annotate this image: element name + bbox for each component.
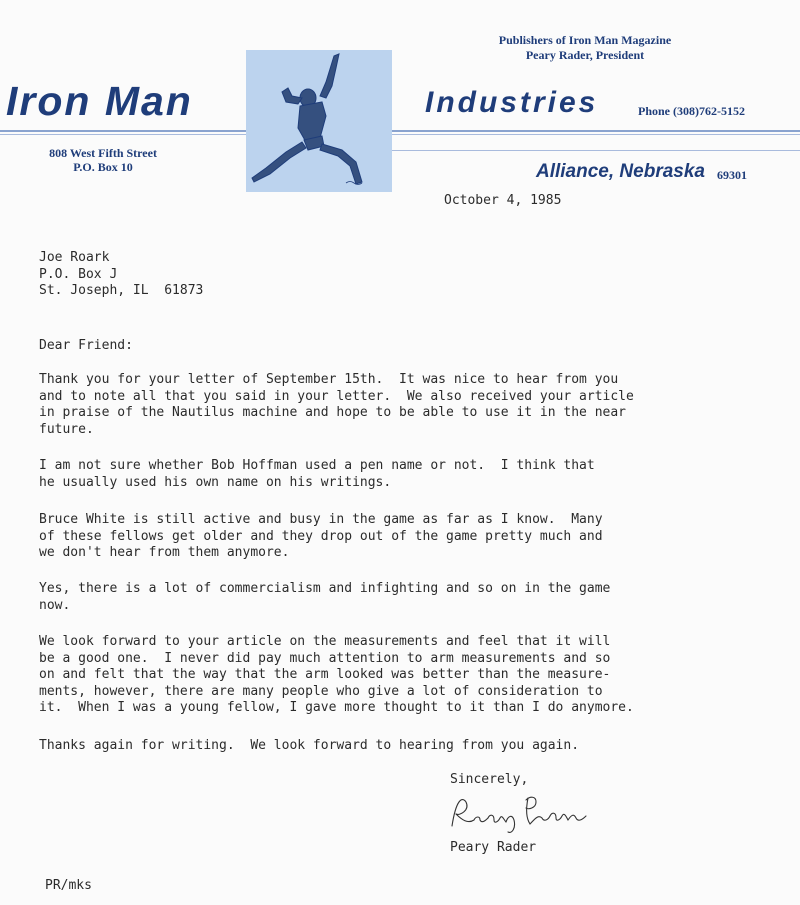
signer-name: Peary Rader	[450, 840, 537, 855]
paragraph-line: future.	[39, 421, 94, 437]
salutation: Dear Friend:	[39, 338, 133, 353]
brand-industries: Industries	[425, 86, 599, 119]
letter-date: October 4, 1985	[444, 193, 562, 208]
paragraph-line: in praise of the Nautilus machine and hope to be able to use it in the near	[39, 405, 626, 420]
muscleman-pose-icon	[246, 50, 392, 192]
letterhead-rule-right-lower	[392, 150, 800, 151]
paragraph-6	[39, 738, 579, 755]
recipient-pobox: P.O. Box J	[39, 266, 118, 282]
paragraph-line: we don't hear from them anymore.	[39, 545, 290, 560]
recipient-name: Joe Roark	[39, 250, 110, 265]
paragraph-line: be a good one. I never did pay much attention to arm measurements and so	[39, 650, 611, 666]
address-street: 808 West Fifth Street	[49, 146, 157, 160]
paragraph-line: of these fellows get older and they drop out of the game pretty much and	[39, 528, 603, 544]
paragraph-2	[39, 458, 595, 491]
paragraph-line: We look forward to your article on the measurements and feel that it will	[39, 634, 611, 649]
handwritten-signature	[446, 790, 596, 840]
paragraph-4	[39, 581, 610, 614]
paragraph-line: ments, however, there are many people who give a lot of consideration to	[39, 683, 603, 699]
publisher-line: Publishers of Iron Man Magazine	[498, 33, 672, 47]
brand-iron-man: Iron Man	[6, 78, 193, 124]
paragraph-line: Yes, there is a lot of commercialism and infighting and so on in the game	[39, 581, 611, 596]
paragraph-3	[39, 512, 603, 562]
street-address	[28, 146, 178, 174]
typist-initials: PR/mks	[45, 878, 92, 893]
phone-number: Phone (308)762-5152	[638, 104, 745, 118]
paragraph-line: Bruce White is still active and busy in the game as far as I know. Many	[39, 512, 603, 527]
paragraph-line: he usually used his own name on his writings.	[39, 474, 392, 490]
letterhead-rule-left	[0, 130, 246, 132]
paragraph-line: I am not sure whether Bob Hoffman used a pen name or not. I think that	[39, 458, 595, 473]
recipient-city: St. Joseph, IL 61873	[39, 283, 204, 298]
president-line: Peary Rader, President	[525, 48, 645, 62]
address-pobox: P.O. Box 10	[73, 160, 133, 174]
paragraph-line: Thanks again for writing. We look forward to hearing from you again.	[39, 738, 580, 753]
paragraph-line: now.	[39, 597, 71, 613]
paragraph-line: it. When I was a young fellow, I gave more thought to it than I do anymore.	[39, 700, 634, 715]
publisher-info	[440, 33, 730, 63]
paragraph-5	[39, 634, 634, 717]
letterhead-rule-left-thin	[0, 134, 246, 135]
letterhead-rule-right	[392, 130, 800, 132]
paragraph-line: on and felt that the way that the arm looked was better than the measure-	[39, 667, 611, 682]
paragraph-line: and to note all that you said in your letter. We also received your article	[39, 388, 634, 404]
closing: Sincerely,	[450, 772, 529, 787]
zip-code: 69301	[717, 168, 747, 182]
paragraph-line: Thank you for your letter of September 15th. It was nice to hear from you	[39, 372, 619, 387]
recipient-address	[39, 250, 203, 300]
city-state: Alliance, Nebraska	[536, 161, 705, 182]
letterhead-rule-right-thin	[392, 134, 800, 135]
paragraph-1	[39, 372, 634, 438]
